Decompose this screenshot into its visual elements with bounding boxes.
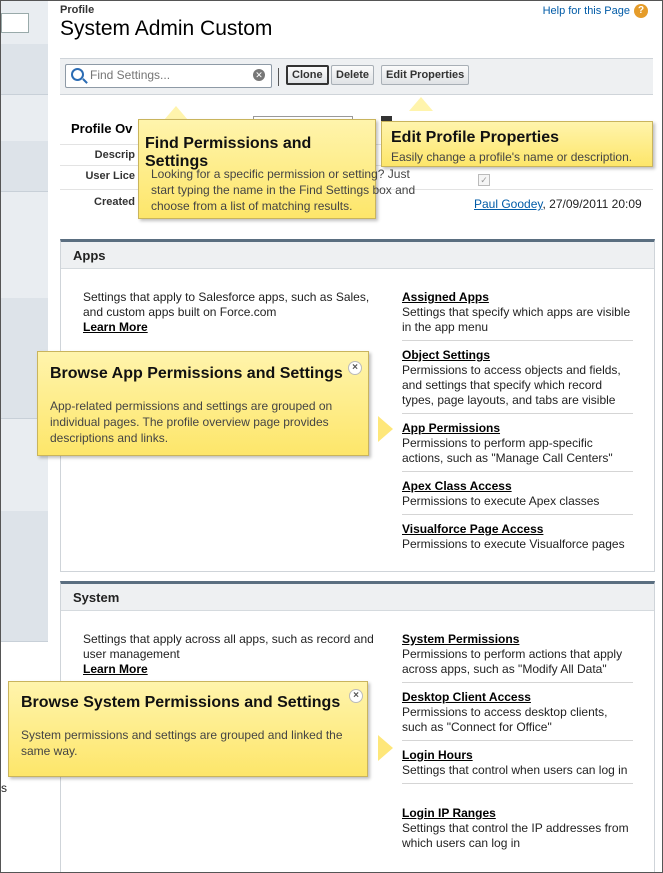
visualforce-page-access-link[interactable]: Visualforce Page Access	[402, 522, 544, 536]
find-settings-box[interactable]	[65, 64, 272, 88]
list-item	[402, 348, 633, 414]
callout-title: Edit Profile Properties	[391, 129, 560, 146]
edit-properties-button[interactable]: Edit Properties	[381, 65, 469, 85]
callout-pointer	[378, 416, 393, 442]
find-permissions-callout	[138, 119, 416, 219]
item-description: Settings that specify which apps are visible in the app menu	[402, 305, 631, 334]
list-item	[402, 632, 633, 683]
object-settings-link[interactable]: Object Settings	[402, 348, 491, 362]
login-ip-ranges-link[interactable]: Login IP Ranges	[402, 806, 496, 820]
callout-body: System permissions and settings are grouped and linked the same way.	[21, 728, 343, 758]
help-icon[interactable]: ?	[634, 4, 648, 18]
callout-pointer	[409, 97, 433, 111]
user-license-label: User Lice	[85, 170, 135, 182]
description-label: Descrip	[94, 149, 135, 161]
created-by-user-link[interactable]: Paul Goodey	[474, 197, 543, 211]
apps-heading: Apps	[73, 248, 106, 263]
callout-body: Looking for a specific permission or setting? Just start typing the name in the Find Settings box and choose from a list of matching results.	[151, 167, 416, 213]
system-learn-more-link[interactable]: Learn More	[83, 662, 148, 676]
created-by-value	[474, 197, 642, 211]
browse-system-callout	[8, 681, 368, 777]
system-section-header	[61, 584, 654, 611]
item-description: Permissions to access objects and fields, and settings that specify which record types, page layouts, and tabs are visible	[402, 363, 621, 407]
system-heading: System	[73, 590, 120, 605]
item-description: Settings that control when users can log in	[402, 763, 628, 777]
item-description: Permissions to perform app-specific actions, such as "Manage Call Centers"	[402, 436, 613, 465]
item-description: Settings that control the IP addresses from which users can log in	[402, 821, 629, 850]
list-item	[402, 748, 633, 784]
system-description: Settings that apply across all apps, such as record and user management	[83, 632, 374, 661]
list-item	[402, 522, 633, 557]
desktop-client-access-link[interactable]: Desktop Client Access	[402, 690, 531, 704]
browse-app-callout	[37, 351, 369, 456]
callout-title: Find Permissions and Settings	[145, 135, 312, 170]
delete-button[interactable]: Delete	[331, 65, 374, 85]
system-description-block	[83, 632, 383, 677]
list-item	[402, 421, 633, 472]
callout-pointer	[164, 106, 188, 120]
toolbar	[60, 58, 653, 95]
page-title: System Admin Custom	[60, 17, 273, 40]
sidebar-panel	[1, 511, 48, 642]
clone-button[interactable]: Clone	[286, 65, 329, 85]
edit-profile-callout	[381, 121, 653, 167]
list-item	[402, 690, 633, 741]
apps-description: Settings that apply to Salesforce apps, such as Sales, and custom apps built on Force.com	[83, 290, 370, 319]
sidebar-panel	[1, 141, 48, 192]
callout-pointer	[378, 735, 393, 761]
sidebar-text-fragment: s	[1, 781, 7, 795]
profile-overview-heading: Profile Ov	[71, 121, 133, 136]
search-icon	[71, 68, 84, 81]
list-item	[402, 806, 633, 856]
assigned-apps-link[interactable]: Assigned Apps	[402, 290, 489, 304]
app-permissions-link[interactable]: App Permissions	[402, 421, 501, 435]
list-item	[402, 290, 633, 341]
system-permissions-link[interactable]: System Permissions	[402, 632, 520, 646]
apps-section-header	[61, 242, 654, 269]
callout-title: Browse App Permissions and Settings	[50, 365, 343, 382]
clear-search-icon[interactable]: ✕	[253, 69, 265, 81]
breadcrumb: Profile	[60, 4, 95, 16]
created-by-label: Created	[94, 196, 135, 208]
find-settings-input[interactable]	[90, 67, 240, 83]
sidebar-panel	[1, 44, 48, 95]
close-icon[interactable]: ×	[349, 689, 363, 703]
item-description: Permissions to execute Visualforce pages	[402, 537, 625, 551]
apex-class-access-link[interactable]: Apex Class Access	[402, 479, 512, 493]
callout-body: App-related permissions and settings are grouped on individual pages. The profile overview page provides descriptions and links.	[50, 399, 333, 445]
list-item	[402, 479, 633, 515]
item-description: Permissions to execute Apex classes	[402, 494, 600, 508]
custom-profile-checkbox: ✓	[478, 174, 490, 186]
callout-body: Easily change a profile's name or description.	[391, 150, 633, 164]
help-link[interactable]	[543, 4, 648, 18]
sidebar-input[interactable]	[1, 13, 29, 33]
toolbar-separator	[278, 68, 279, 86]
apps-learn-more-link[interactable]: Learn More	[83, 320, 148, 334]
callout-title: Browse System Permissions and Settings	[21, 694, 341, 711]
close-icon[interactable]: ×	[348, 361, 362, 375]
apps-description-block	[83, 290, 383, 335]
help-link-label[interactable]: Help for this Page	[542, 4, 630, 17]
item-description: Permissions to access desktop clients, such as "Connect for Office"	[402, 705, 608, 734]
login-hours-link[interactable]: Login Hours	[402, 748, 473, 762]
item-description: Permissions to perform actions that apply across apps, such as "Modify All Data"	[402, 647, 623, 676]
created-date: , 27/09/2011 20:09	[542, 197, 642, 211]
